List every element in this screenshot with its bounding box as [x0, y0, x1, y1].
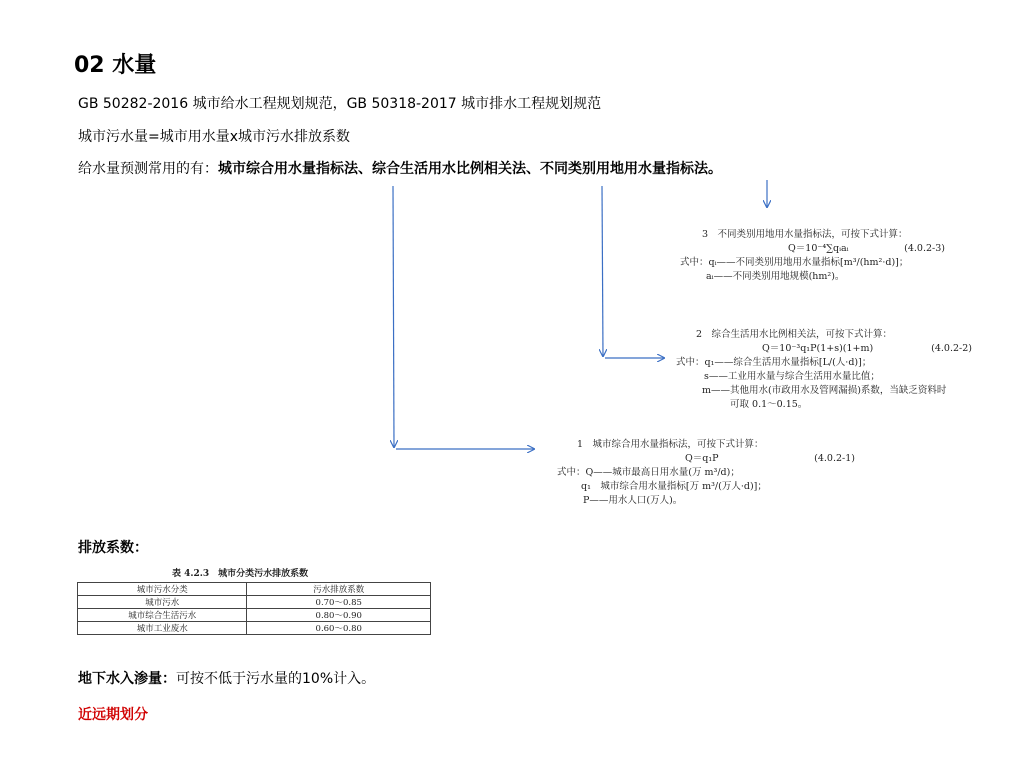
table-caption: 表 4.2.3 城市分类污水排放系数: [172, 569, 309, 579]
formula3-heading: 3 不同类别用地用水量指标法，可按下式计算：: [702, 229, 908, 240]
formula1-var1: 式中：Q——城市最高日用水量(万 m³/d)；: [557, 467, 740, 478]
formula2-var3: m——其他用水(市政用水及管网漏损)系数，当缺乏资料时: [702, 385, 947, 396]
methods-prefix: 给水量预测常用的有：: [78, 161, 218, 177]
formula2-var4: 可取 0.1～0.15。: [730, 399, 808, 410]
table-cell: 城市工业废水: [78, 622, 247, 635]
groundwater-text: 可按不低于污水量的10%计入。: [176, 671, 376, 687]
formula3-var2: aᵢ——不同类别用地规模(hm²)。: [706, 271, 845, 282]
table-cell: 城市综合生活污水: [78, 609, 247, 622]
standards-line: GB 50282-2016 城市给水工程规划规范，GB 50318-2017 城市排水工程规划规范: [78, 96, 602, 112]
arrow-method-1-down: [393, 186, 394, 447]
table-header-row: [78, 583, 431, 596]
table-cell: 城市污水: [78, 596, 247, 609]
table-cell: 0.60～0.80: [247, 622, 431, 635]
table-header-category: 城市污水分类: [78, 583, 247, 596]
sewage-formula-line: 城市污水量=城市用水量x城市污水排放系数: [78, 129, 351, 145]
formula1-number: (4.0.2-1): [814, 453, 855, 464]
table-row: [78, 622, 431, 635]
formula2-equation: Q＝10⁻³q₁P(1+s)(1+m): [762, 343, 874, 354]
table-row: [78, 609, 431, 622]
arrow-method-2-down: [602, 186, 603, 356]
formula1-heading: 1 城市综合用水量指标法，可按下式计算：: [577, 439, 764, 450]
formula1-var2: q₁ 城市综合用水量指标[万 m³/(万人·d)]；: [581, 481, 767, 492]
formula3-equation: Q＝10⁻⁴∑qᵢaᵢ: [788, 243, 849, 254]
groundwater-label: 地下水入渗量：: [78, 671, 176, 687]
page-title: 02 水量: [74, 53, 157, 78]
table-row: [78, 596, 431, 609]
formula3-number: (4.0.2-3): [904, 243, 945, 254]
methods-list: 城市综合用水量指标法、综合生活用水比例相关法、不同类别用地用水量指标法。: [218, 161, 722, 177]
formula2-number: (4.0.2-2): [931, 343, 972, 354]
formula3-var1: 式中：qᵢ——不同类别用地用水量指标[m³/(hm²·d)]；: [680, 257, 909, 268]
discharge-label: 排放系数：: [78, 540, 148, 556]
formula2-heading: 2 综合生活用水比例相关法，可按下式计算：: [696, 329, 893, 340]
formula2-var2: s——工业用水量与综合生活用水量比值；: [704, 371, 880, 382]
formula1-equation: Q＝q₁P: [685, 453, 719, 464]
table-header-coefficient: 污水排放系数: [247, 583, 431, 596]
discharge-coefficient-table: [77, 582, 431, 635]
phasing-heading: 近远期划分: [78, 707, 148, 723]
formula2-var1: 式中：q₁——综合生活用水量指标[L/(人·d)]；: [676, 357, 872, 368]
formula1-var3: P——用水人口(万人)。: [583, 495, 683, 506]
table-cell: 0.80～0.90: [247, 609, 431, 622]
groundwater-line: [78, 668, 375, 688]
table-cell: 0.70～0.85: [247, 596, 431, 609]
